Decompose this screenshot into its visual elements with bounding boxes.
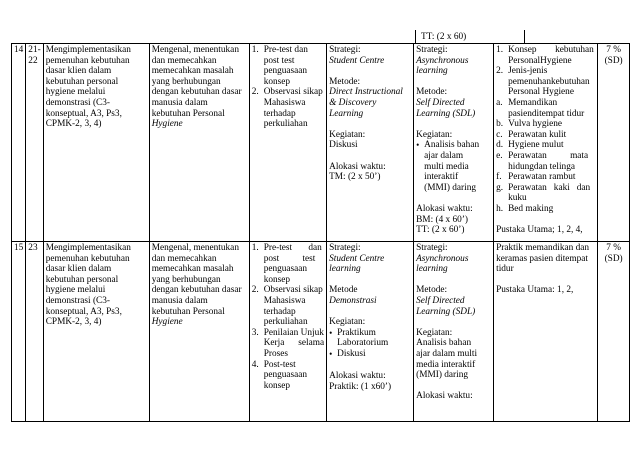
criteria-item: 1. Pre-test dan post test penguasaan konsep — [251, 45, 308, 87]
activity-bullet: • Analisis bahan ajar dalam multi media interaktif (MMI) daring — [416, 140, 491, 193]
material-item: e. Perawatan mata hidungdan telinga — [496, 150, 589, 172]
method-label: Metode: — [416, 285, 448, 296]
material-item: g. Perawatan kaki dan kuku — [496, 182, 591, 204]
method-value: Self Directed Learning (SDL) — [416, 295, 476, 317]
method-label: Metode — [329, 285, 358, 296]
activity-label: Kegiatan: — [416, 327, 453, 338]
material-cell — [494, 44, 598, 242]
activity-bullet: • Praktikum Laboratorium — [329, 328, 411, 349]
online-learning-cell — [414, 242, 494, 422]
meeting-number: 15 — [12, 242, 26, 422]
material-item: c. Perawatan kulit — [496, 129, 567, 140]
method-value: Self Directed Learning (SDL) — [416, 97, 476, 119]
criteria-item: 1. Pre-test dan post test penguasaan konsep — [251, 243, 322, 285]
material-item: d. Hygiene mulut — [496, 140, 564, 151]
criteria-item: 3. Penilaian Unjuk Kerja selama Proses — [251, 327, 325, 359]
method-value: Demonstrasi — [329, 295, 377, 306]
material-text: Praktik memandikan dan keramas pasien ditempat tidur — [496, 243, 590, 275]
strategy-value: Student Centre learning — [329, 253, 385, 275]
weight-cell: 7 % (SD) — [598, 242, 630, 422]
criteria-item: 2. Observasi sikap Mahasiswa terhadap perkuliahan — [251, 285, 323, 328]
activity-value: Analisis bahan ajar dalam multi media interaktif (MMI) daring — [416, 338, 478, 381]
previous-row-time-allocation: TT: (2 x 60) — [421, 32, 467, 42]
week-number: 23 — [26, 242, 43, 422]
strategy-label: Strategi: — [329, 243, 361, 253]
offline-learning-cell — [327, 44, 414, 242]
time-value: Praktik: (1 x60’) — [329, 381, 392, 392]
reference-text: Pustaka Utama; 1, 2, 4, — [496, 225, 583, 236]
material-item: b. Vulva hygiene — [496, 119, 563, 130]
indicator-italic: Hygiene — [151, 119, 183, 130]
offline-learning-cell — [327, 242, 414, 422]
material-item: a. Memandikan pasienditempat tidur — [496, 97, 585, 119]
online-learning-cell — [414, 44, 494, 242]
activity-value: Diskusi — [329, 140, 358, 151]
indicator-italic: Hygiene — [151, 317, 183, 328]
sub-cpmk-cell: Mengimplementasikan pemenuhan kebutuhan dasar klien dalam kebutuhan personal hygiene melalui demonstrasi (C3- konseptual, A3, Ps3, CPMK-2, 3, 4) — [43, 44, 149, 242]
material-item: h. Bed making — [496, 203, 554, 214]
time-label: Alokasi waktu: — [416, 203, 473, 214]
strategy-value: Asynchronous learning — [416, 253, 469, 275]
method-label: Metode: — [329, 76, 361, 87]
time-label: Alokasi waktu: — [329, 161, 386, 172]
criteria-item: 2. Observasi sikap Mahasiswa terhadap perkuliahan — [251, 87, 323, 130]
week-number: 21- 22 — [26, 44, 43, 242]
activity-label: Kegiatan: — [329, 317, 366, 328]
material-item: f. Perawatan rambut — [496, 172, 576, 183]
indicator-cell — [149, 242, 249, 422]
strategy-value: Asynchronous learning — [416, 55, 469, 77]
activity-label: Kegiatan: — [329, 129, 366, 140]
indicator-text: Mengenal, menentukan dan memecahkan memecahkan masalah yang berhubungan dengan kebutuhan dasar manusia dalam kebutuhan Personal — [151, 45, 242, 119]
criteria-cell — [249, 44, 326, 242]
criteria-cell — [249, 242, 326, 422]
table-row — [12, 242, 630, 422]
material-item: 1. Konsep kebutuhan PersonalHygiene — [496, 45, 594, 66]
sub-cpmk-cell: Mengimplementasikan pemenuhan kebutuhan dasar klien dalam kebutuhan personal hygiene melalui demonstrasi (C3- konseptual, A3, Ps3, CPMK-2, 3, 4) — [43, 242, 149, 422]
strategy-value: Student Centre — [329, 55, 385, 66]
weight-cell: 7 % (SD) — [598, 44, 630, 242]
reference-text: Pustaka Utama: 1, 2, — [496, 285, 574, 296]
indicator-cell — [149, 44, 249, 242]
activity-label: Kegiatan: — [416, 129, 453, 140]
method-label: Metode: — [416, 87, 448, 98]
strategy-label: Strategi: — [329, 45, 361, 55]
method-value: Direct Instructional & Discovery Learning — [329, 87, 403, 119]
strategy-label: Strategi: — [416, 243, 448, 253]
material-cell — [494, 242, 598, 422]
criteria-item: 4. Post-test penguasaan konsep — [251, 359, 308, 391]
indicator-text: Mengenal, menentukan dan memecahkan memecahkan masalah yang berhubungan dengan kebutuhan dasar manusia dalam kebutuhan Personal — [151, 243, 242, 317]
time-label: Alokasi waktu: — [416, 391, 473, 402]
material-item: 2. Jenis-jenis pemenuhankebutuhan Personal Hygiene — [496, 66, 590, 98]
table-row — [12, 44, 630, 242]
time-value-tt: TT: (2 x 60’) — [416, 225, 465, 236]
time-value: TM: (2 x 50’) — [329, 172, 381, 183]
meeting-number: 14 — [12, 44, 26, 242]
strip-left-border — [415, 30, 416, 44]
time-label: Alokasi waktu: — [329, 371, 386, 382]
strategy-label: Strategi: — [416, 45, 448, 55]
activity-bullet: • Diskusi — [329, 349, 411, 361]
time-value-bm: BM: (4 x 60’) — [416, 214, 469, 225]
rps-table — [11, 43, 630, 422]
